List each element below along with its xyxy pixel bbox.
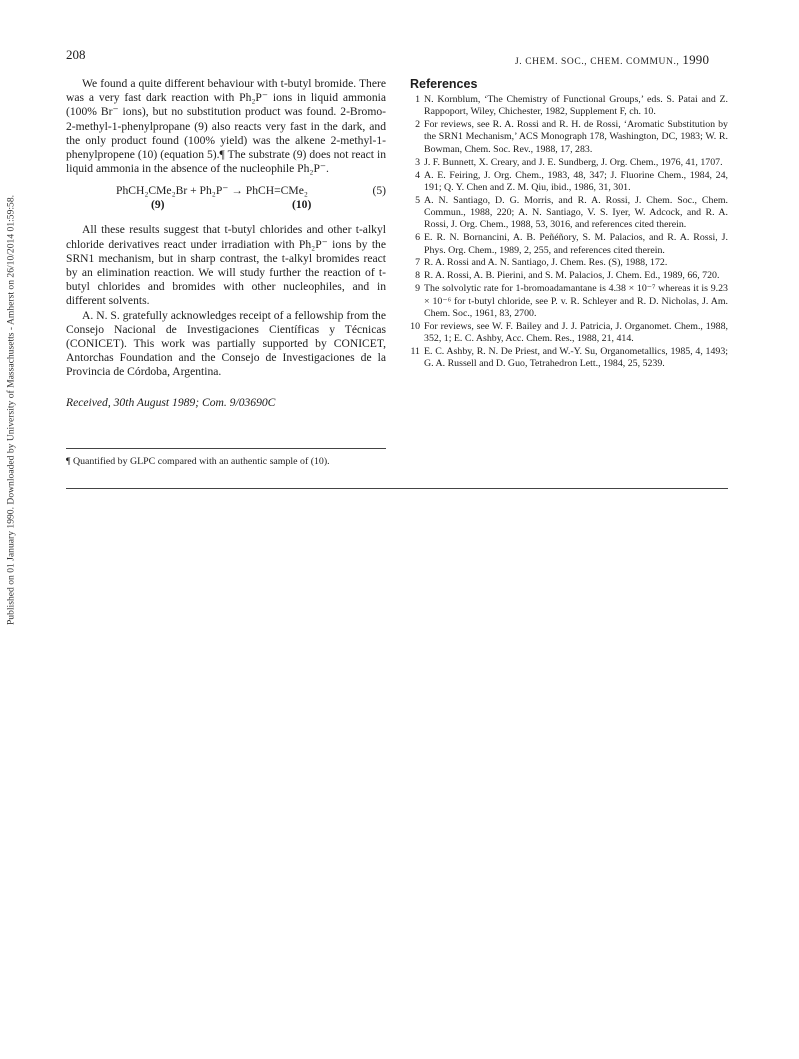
download-watermark-text: Published on 01 January 1990. Downloaded by University of Massachusetts - Amherst on 26/10/2014 01:59:58. <box>5 194 17 626</box>
reference-number: 4 <box>415 169 420 181</box>
reference-item <box>410 346 728 371</box>
reference-item <box>410 257 728 269</box>
reference-item <box>410 283 728 320</box>
reference-number: 6 <box>415 232 420 244</box>
reference-text: A. E. Feiring, J. Org. Chem., 1983, 48, 347; J. Fluorine Chem., 1984, 24, 191; Q. Y. Chen and Z. M. Qiu, ibid., 1986, 31, 301. <box>424 169 728 193</box>
equation-number: (5) <box>372 184 386 198</box>
reference-number: 9 <box>415 283 420 295</box>
references-section <box>410 77 728 371</box>
reference-text: R. A. Rossi, A. B. Pierini, and S. M. Palacios, J. Chem. Ed., 1989, 66, 720. <box>424 270 720 282</box>
equation-expression: PhCH₂CMe₂Br + Ph₂P⁻ → PhCH=CMe₂ <box>116 184 308 198</box>
paragraph-conclusion: All these results suggest that t-butyl chlorides and other t-alkyl chloride derivatives react under irradiation with Ph₂P⁻ ions by the SRN1 mechanism, but in sharp contrast, the t-alkyl bromides react by an elimination reaction. We will study further the reaction of t-butyl chlorides and bromides with other nucleophiles, and in different solvents. <box>66 223 386 308</box>
page-bottom-rule <box>66 488 728 489</box>
reference-text: E. R. N. Bornancini, A. B. Peñéñory, S. M. Palacios, and R. A. Rossi, J. Phys. Org. Chem., 1989, 2, 255, and references cited therein. <box>424 232 728 256</box>
reference-item <box>410 170 728 195</box>
reference-item <box>410 195 728 232</box>
paragraph-results-bromide: We found a quite different behaviour with t-butyl bromide. There was a very fast dark reaction with Ph₂P⁻ ions in liquid ammonia (100% Br⁻ ions), but no substitution product was found. 2-Bromo-2-methyl-1-phenylpropane (9) also reacts very fast in the dark, and the only product found (100% yield) was the alkene 2-methyl-1-phenylpropene (10) (equation 5).¶ The substrate (9) does not react in liquid ammonia in the absence of the nucleophile Ph₂P⁻. <box>66 77 386 176</box>
download-watermark <box>4 160 18 660</box>
reference-text: For reviews, see W. F. Bailey and J. J. Patricia, J. Organomet. Chem., 1988, 352, 1; E. C. Ashby, Acc. Chem. Res., 1988, 21, 414. <box>424 320 728 344</box>
reference-text: R. A. Rossi and A. N. Santiago, J. Chem. Res. (S), 1988, 172. <box>424 257 668 269</box>
page-number: 208 <box>66 47 86 62</box>
reference-text: A. N. Santiago, D. G. Morris, and R. A. Rossi, J. Chem. Soc., Chem. Commun., 1988, 220; A. N. Santiago, V. S. Iyer, W. Adcock, and R. A. Rossi, J. Org. Chem., 1988, 53, 3016, and references cited therein. <box>424 194 728 231</box>
reference-item <box>410 321 728 346</box>
reference-text: E. C. Ashby, R. N. De Priest, and W.-Y. Su, Organometallics, 1985, 4, 1493; G. A. Russell and D. Guo, Tetrahedron Lett., 1984, 25, 5239. <box>424 345 728 370</box>
left-column <box>66 77 386 410</box>
footnote: ¶ Quantified by GLPC compared with an authentic sample of (10). <box>66 456 330 467</box>
reference-number: 3 <box>415 156 420 168</box>
reference-item <box>410 94 728 119</box>
compound-label-9: (9) <box>151 198 165 212</box>
reference-number: 10 <box>410 320 420 332</box>
reference-number: 2 <box>415 119 420 131</box>
reference-text: For reviews, see R. A. Rossi and R. H. de Rossi, ‘Aromatic Substitution by the SRN1 Mechanism,’ ACS Monograph 178, Washington, DC, 1983; W. R. Bowman, Chem. Soc. Rev., 1988, 17, 283. <box>424 119 728 155</box>
paragraph-acknowledgements: A. N. S. gratefully acknowledges receipt of a fellowship from the Consejo Nacional de Investigaciones Científicas y Técnicas (CONICET). This work was partially supported by CONICET, Antorchas Foundation and the Consejo de Investigaciones de la Provincia de Córdoba, Argentina. <box>66 308 386 379</box>
reference-number: 1 <box>415 94 420 105</box>
reference-number: 5 <box>415 194 420 206</box>
reference-number: 11 <box>410 345 420 357</box>
received-date: Received, 30th August 1989; Com. 9/03690C <box>66 395 276 409</box>
journal-year: 1990 <box>682 52 710 67</box>
reference-text: N. Kornblum, ‘The Chemistry of Functional Groups,’ eds. S. Patai and Z. Rappoport, Wiley, Chichester, 1982, Supplement F, ch. 10. <box>424 94 728 118</box>
references-heading: References <box>410 77 478 91</box>
reference-number: 8 <box>415 270 420 282</box>
reference-number: 7 <box>415 257 420 269</box>
reference-text: The solvolytic rate for 1-bromoadamantane is 4.38 × 10⁻⁷ whereas it is 9.23 × 10⁻⁶ for t-butyl chloride, see P. v. R. Schleyer and R. D. Nicholas, J. Am. Chem. Soc., 1961, 83, 2700. <box>424 283 728 319</box>
reference-item <box>410 119 728 156</box>
compound-label-10: (10) <box>292 198 312 212</box>
reference-item <box>410 232 728 257</box>
reference-text: J. F. Bunnett, X. Creary, and J. E. Sundberg, J. Org. Chem., 1976, 41, 1707. <box>424 156 723 168</box>
reference-item <box>410 157 728 169</box>
reference-item <box>410 270 728 282</box>
footnote-divider <box>66 448 386 449</box>
equation-5 <box>66 184 386 216</box>
running-head <box>515 52 709 68</box>
journal-name: J. CHEM. SOC., CHEM. COMMUN., <box>515 57 680 67</box>
